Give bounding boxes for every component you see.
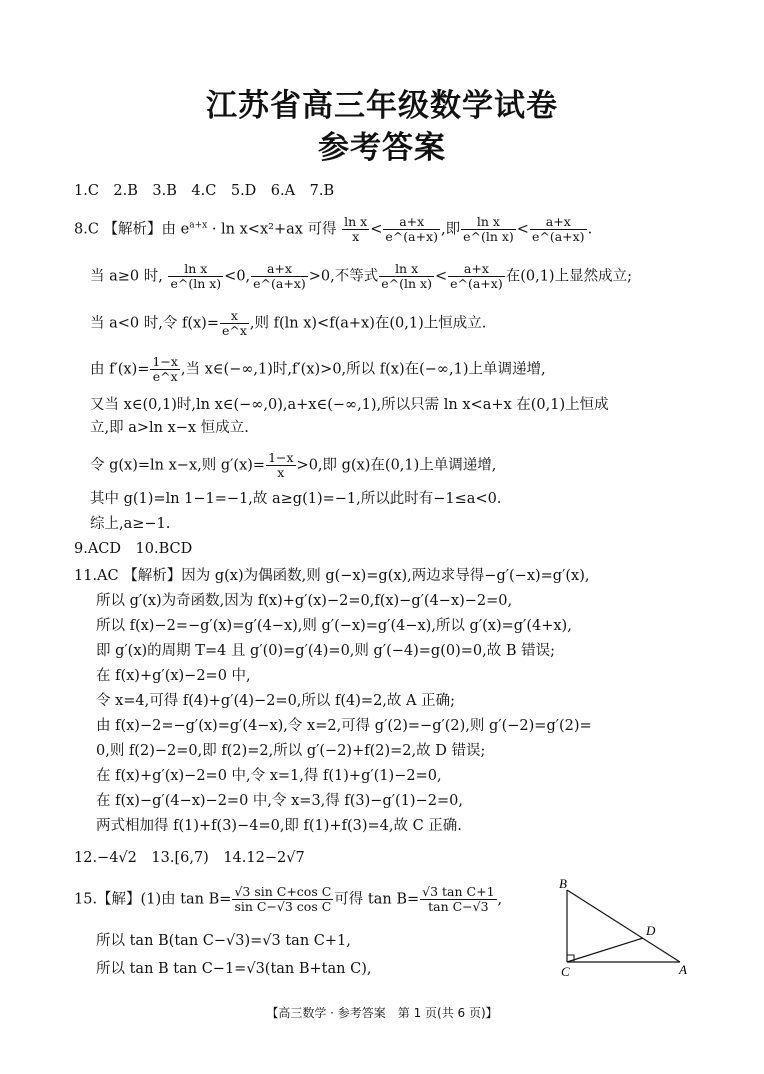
q15-line-2: 所以 tan B(tan C−√3)=√3 tan C+1, xyxy=(96,933,351,949)
denominator: e^(a+x) xyxy=(531,229,585,244)
numerator: 1−x xyxy=(268,450,294,465)
q8-line-1 xyxy=(74,215,592,244)
page-title: 江苏省高三年级数学试卷 xyxy=(206,88,558,124)
q8-text: . xyxy=(587,221,593,238)
denominator: e^(ln x) xyxy=(463,229,514,244)
fraction xyxy=(266,451,295,480)
denominator: e^x xyxy=(221,323,247,338)
q8-line-5: 又当 x∈(0,1)时,ln x∈(−∞,0),a+x∈(−∞,1),所以只需 ln x<a+x 在(0,1)上恒成 xyxy=(90,397,609,413)
label-b: B xyxy=(559,876,567,891)
q11-line: 令 x=4,可得 f(4)+g′(4)−2=0,所以 f(4)=2,故 A 正确; xyxy=(96,693,455,709)
q8-line-9: 综上,a≥−1. xyxy=(90,516,171,532)
q11-line: 由 f(x)−2=−g′(x)=g′(4−x),令 x=2,可得 g′(2)=−g′(2),则 g′(−2)=g′(2)= xyxy=(96,718,592,734)
denominator: x xyxy=(277,465,285,480)
q11-line: 在 f(x)+g′(x)−2=0 中,令 x=1,得 f(1)+g′(1)−2=0, xyxy=(96,768,442,784)
triangle-diagram xyxy=(555,876,695,981)
numerator: ln x xyxy=(461,215,516,230)
fraction xyxy=(420,885,496,914)
fraction xyxy=(150,355,179,384)
fraction xyxy=(232,885,333,914)
fraction xyxy=(383,215,440,244)
q8-text: ,即 xyxy=(440,221,461,238)
q8-text: <0, xyxy=(224,268,251,285)
fraction xyxy=(379,262,434,291)
denominator: e^(a+x) xyxy=(253,276,306,291)
less-than: < xyxy=(370,221,383,238)
q15-text: , xyxy=(497,891,503,908)
q8-text: 令 g(x)=ln x−x,则 g′(x)= xyxy=(90,457,266,474)
less-than: < xyxy=(434,268,448,285)
page-subtitle: 参考答案 xyxy=(318,130,446,166)
q15-text: 可得 tan B= xyxy=(334,891,420,908)
q11-line: 两式相加得 f(1)+f(3)−4=0,即 f(1)+f(3)=4,故 C 正确. xyxy=(96,818,462,834)
denominator: e^(ln x) xyxy=(170,276,222,291)
q11-line: 所以 f(x)−2=−g′(x)=g′(4−x),则 g′(−x)=g′(4−x),所以 g′(x)=g′(4+x), xyxy=(96,618,572,634)
q8-line-4 xyxy=(90,355,546,384)
fraction xyxy=(168,262,223,291)
numerator: √3 tan C+1 xyxy=(422,884,495,899)
denominator: e^(ln x) xyxy=(381,276,432,291)
q8-text: · ln x<x²+ax 可得 xyxy=(211,221,337,238)
q15-line-1 xyxy=(74,885,502,914)
page-footer: 【高三数学 · 参考答案 第 1 页(共 6 页)】 xyxy=(266,1006,498,1020)
q11-line: 0,则 f(2)−2=0,即 f(2)=2,所以 g′(−2)+f(2)=2,故 D 错误; xyxy=(96,743,486,759)
denominator: tan C−√3 xyxy=(428,899,489,914)
q8-line-7 xyxy=(90,451,496,480)
label-d: D xyxy=(646,923,656,938)
fraction xyxy=(461,215,516,244)
denominator: sin C−√3 cos C xyxy=(234,899,332,914)
less-than: < xyxy=(516,221,529,238)
q8-text: 当 a<0 时,令 f(x)= xyxy=(90,315,219,332)
q11-line: 所以 g′(x)为奇函数,因为 f(x)+g′(x)−2=0,f(x)−g′(4−x)−2=0, xyxy=(96,593,513,609)
q8-line-6: 立,即 a>ln x−x 恒成立. xyxy=(90,420,249,436)
numerator: ln x xyxy=(168,262,223,277)
q8-line-8: 其中 g(1)=ln 1−1=−1,故 a≥g(1)=−1,所以此时有−1≤a<0. xyxy=(90,491,502,507)
numerator: a+x xyxy=(383,215,440,230)
answers-9-10: 9.ACD 10.BCD xyxy=(74,541,193,557)
q8-text: 由 f′(x)= xyxy=(90,361,150,378)
q8-sup: a+x xyxy=(189,220,208,231)
q8-text: ,则 f(ln x)<f(a+x)在(0,1)上恒成立. xyxy=(249,315,487,332)
q11-line: 11.AC 【解析】因为 g(x)为偶函数,则 g(−x)=g(x),两边求导得−g′(−x)=g′(x), xyxy=(74,568,590,584)
q11-line: 在 f(x)−g′(4−x)−2=0 中,令 x=3,得 f(3)−g′(1)−2=0, xyxy=(96,793,463,809)
q11-line: 在 f(x)+g′(x)−2=0 中, xyxy=(96,668,251,684)
q8-text: >0,不等式 xyxy=(308,268,379,285)
denominator: e^(a+x) xyxy=(385,229,438,244)
numerator: a+x xyxy=(251,262,308,277)
numerator: √3 sin C+cos C xyxy=(234,884,332,899)
fraction xyxy=(342,215,369,244)
segment-cd xyxy=(567,938,643,962)
numerator: a+x xyxy=(530,215,587,230)
fraction xyxy=(448,262,505,291)
q8-text: >0,即 g(x)在(0,1)上单调递增, xyxy=(296,457,497,474)
q8-line-2 xyxy=(90,262,632,291)
q8-text: ,当 x∈(−∞,1)时,f′(x)>0,所以 f(x)在(−∞,1)上单调递增, xyxy=(180,361,546,378)
numerator: x xyxy=(220,309,249,324)
fraction xyxy=(251,262,308,291)
denominator: e^x xyxy=(152,369,178,384)
q8-text: 8.C 【解析】由 e xyxy=(74,221,190,238)
fraction xyxy=(530,215,587,244)
q8-text: 当 a≥0 时, xyxy=(90,268,163,285)
numerator: ln x xyxy=(344,214,368,229)
denominator: x xyxy=(352,229,360,244)
numerator: 1−x xyxy=(152,354,178,369)
answers-12-14: 12.−4√2 13.[6,7) 14.12−2√7 xyxy=(74,850,305,866)
q8-text: 在(0,1)上显然成立; xyxy=(505,268,632,285)
denominator: e^(a+x) xyxy=(450,276,503,291)
side-ba xyxy=(567,890,680,962)
fraction xyxy=(220,309,249,338)
answers-1-7: 1.C 2.B 3.B 4.C 5.D 6.A 7.B xyxy=(74,183,335,199)
numerator: ln x xyxy=(379,262,434,277)
numerator: a+x xyxy=(448,262,505,277)
q8-line-3 xyxy=(90,309,486,338)
q11-line: 即 g′(x)的周期 T=4 且 g′(0)=g′(4)=0,则 g′(−4)=g(0)=0,故 B 错误; xyxy=(96,643,555,659)
q15-text: 15.【解】(1)由 tan B= xyxy=(74,891,232,908)
q15-line-3: 所以 tan B tan C−1=√3(tan B+tan C), xyxy=(96,961,372,977)
label-a: A xyxy=(679,962,687,977)
label-c: C xyxy=(561,964,570,979)
